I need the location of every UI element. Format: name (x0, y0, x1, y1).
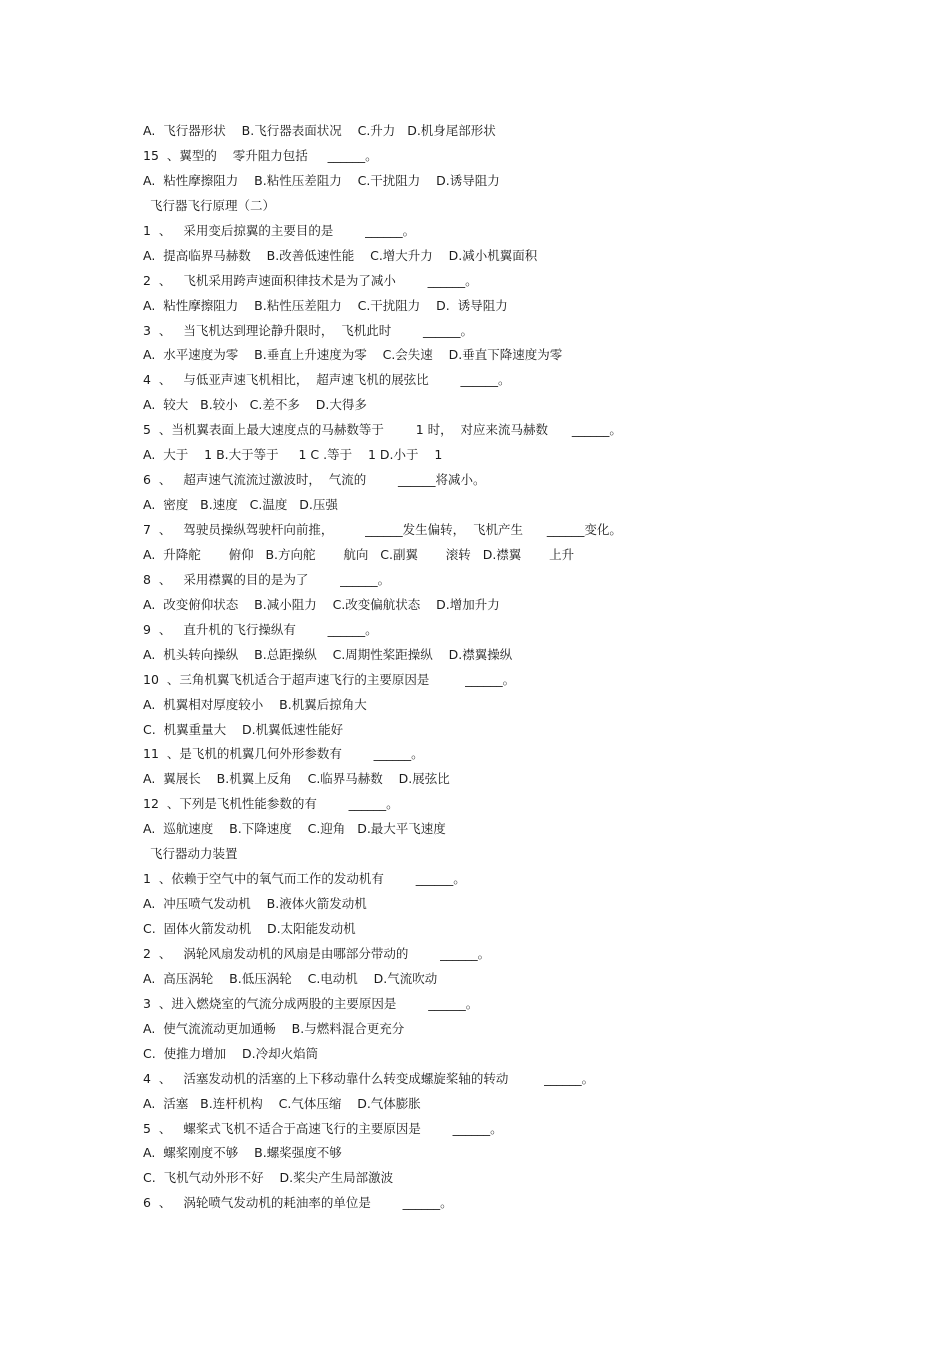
options-line: A. 翼展长 B.机翼上反角 C.临界马赫数 D.展弦比 (143, 771, 450, 787)
text-line: A. 飞行器形状 B.飞行器表面状况 C.升力 D.机身尾部形状 (143, 123, 496, 138)
question-line: 1 、 采用变后掠翼的主要目的是 ______。 (143, 222, 416, 238)
options-line: A. 大于 1 B.大于等于 1 C .等于 1 D.小于 1 (143, 447, 443, 463)
question-line: 11 、是飞机的机翼几何外形参数有 ______。 (143, 746, 424, 762)
options-line: C. 固体火箭发动机 D.太阳能发动机 (143, 921, 356, 936)
options-line: A. 密度 B.速度 C.温度 D.压强 (143, 497, 338, 513)
question-line: 7 、 驾驶员操纵驾驶杆向前推， ______发生偏转， 飞机产生 ______变化。 (143, 522, 622, 537)
question-line: 9 、 直升机的飞行操纵有 ______。 (143, 621, 378, 637)
question-line: 3 、进入燃烧室的气流分成两股的主要原因是 ______。 (143, 995, 479, 1011)
question-line: 6 、 涡轮喷气发动机的耗油率的单位是 ______。 (143, 1195, 453, 1211)
options-line: A. 提高临界马赫数 B.改善低速性能 C.增大升力 D.减小机翼面积 (143, 247, 538, 263)
question-line: 6 、 超声速气流流过激波时， 气流的 ______将减小。 (143, 472, 486, 488)
question-line: 2 、 涡轮风扇发动机的风扇是由哪部分带动的 ______。 (143, 945, 491, 961)
document-body (143, 119, 843, 1216)
question-line: 12 、下列是飞机性能参数的有 ______。 (143, 796, 399, 812)
options-line: A. 改变俯仰状态 B.减小阻力 C.改变偏航状态 D.增加升力 (143, 596, 500, 612)
question-line: 4 、 与低亚声速飞机相比， 超声速飞机的展弦比 ______。 (143, 372, 511, 388)
section-heading: 飞行器飞行原理（二） (150, 197, 276, 213)
options-line: A. 机翼相对厚度较小 B.机翼后掠角大 (143, 696, 367, 712)
options-line: A. 高压涡轮 B.低压涡轮 C.电动机 D.气流吹动 (143, 970, 438, 986)
options-line: A. 巡航速度 B.下降速度 C.迎角 D.最大平飞速度 (143, 821, 446, 837)
options-line: A. 粘性摩擦阻力 B.粘性压差阻力 C.干扰阻力 D.诱导阻力 (143, 172, 500, 188)
options-line: C. 机翼重量大 D.机翼低速性能好 (143, 721, 344, 737)
question-line: 5 、 螺桨式飞机不适合于高速飞行的主要原因是 ______。 (143, 1120, 503, 1136)
options-line: A. 升降舵 俯仰 B.方向舵 航向 C.副翼 滚转 D.襟翼 上升 (143, 546, 575, 562)
question-line: 5 、当机翼表面上最大速度点的马赫数等于 1 时， 对应来流马赫数 ______。 (143, 422, 622, 438)
options-line: C. 飞机气动外形不好 D.桨尖产生局部激波 (143, 1170, 394, 1186)
options-line: A. 粘性摩擦阻力 B.粘性压差阻力 C.干扰阻力 D. 诱导阻力 (143, 297, 508, 313)
options-line: A. 水平速度为零 B.垂直上升速度为零 C.会失速 D.垂直下降速度为零 (143, 347, 563, 363)
question-line: 15 、翼型的 零升阻力包括 ______。 (143, 147, 378, 163)
options-line: A. 较大 B.较小 C.差不多 D.大得多 (143, 397, 367, 413)
question-line: 2 、 飞机采用跨声速面积律技术是为了减小 ______。 (143, 272, 478, 288)
question-line: 4 、 活塞发动机的活塞的上下移动靠什么转变成螺旋桨轴的转动 ______。 (143, 1070, 595, 1086)
options-line: C. 使推力增加 D.冷却火焰筒 (143, 1045, 319, 1061)
options-line: A. 冲压喷气发动机 B.液体火箭发动机 (143, 896, 367, 912)
options-line: A. 活塞 B.连杆机构 C.气体压缩 D.气体膨胀 (143, 1095, 421, 1111)
question-line: 1 、依赖于空气中的氧气而工作的发动机有 ______。 (143, 871, 466, 887)
section-heading: 飞行器动力装置 (150, 846, 238, 862)
options-line: A. 螺桨刚度不够 B.螺桨强度不够 (143, 1145, 342, 1161)
question-line: 8 、 采用襟翼的目的是为了 ______。 (143, 571, 391, 587)
options-line: A. 机头转向操纵 B.总距操纵 C.周期性桨距操纵 D.襟翼操纵 (143, 646, 513, 662)
question-line: 10 、三角机翼飞机适合于超声速飞行的主要原因是 ______。 (143, 671, 516, 687)
question-line: 3 、 当飞机达到理论静升限时， 飞机此时 ______。 (143, 322, 474, 338)
options-line: A. 使气流流动更加通畅 B.与燃料混合更充分 (143, 1020, 405, 1036)
